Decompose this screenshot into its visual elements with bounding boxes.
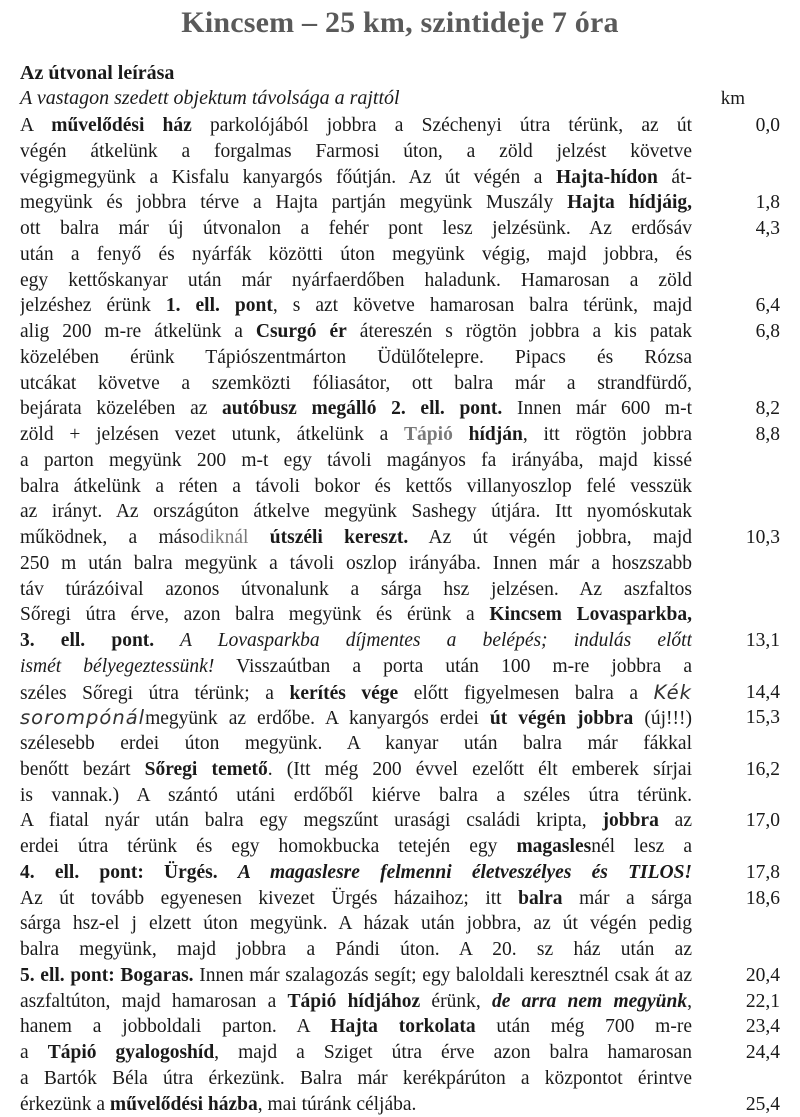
km-value: 17,0 [720,808,780,834]
text-segment: aszfaltúton, majd hamarosan a [20,991,288,1012]
text-line [20,551,780,577]
line-text [20,190,692,216]
text-line [20,345,780,371]
text-line [20,602,780,628]
line-text [20,422,692,448]
line-text [20,989,692,1015]
km-value: 23,4 [720,1014,780,1040]
text-segment: bejárata közelében az [20,398,222,419]
line-text [20,113,692,139]
text-segment: az [659,810,692,831]
text-segment: át- [658,167,692,188]
text-line [20,705,780,731]
line-text [20,602,692,628]
text-segment: a parton megyünk 200 m-t egy távoli magányos fa irányába, majd kissé [20,450,692,471]
line-text [20,705,692,732]
text-line [20,474,780,500]
line-text [20,139,692,165]
text-segment: , itt rögtön jobbra [523,424,692,445]
text-segment: megyünk és jobbra térve a Hajta partján megyünk Muszály [20,192,567,213]
text-line [20,808,780,834]
text-segment: Tápió hídjához [288,991,421,1012]
text-line [20,371,780,397]
text-segment: működnek, a máso [20,527,200,548]
line-text [20,783,692,809]
text-line [20,911,780,937]
text-line [20,783,780,809]
text-segment: a [20,1042,48,1063]
text-segment [248,527,269,548]
km-value: 0,0 [720,113,780,139]
line-text [20,911,692,937]
text-segment [218,862,238,883]
text-line [20,731,780,757]
line-text [20,731,692,757]
text-line [20,937,780,963]
text-segment: hídján [469,424,523,445]
text-line [20,1014,780,1040]
text-segment: érkezünk a [20,1094,110,1115]
text-segment: parkolójából jobbra a Széchenyi útra térünk, az út [192,115,692,136]
text-segment [453,424,469,445]
text-segment: balra megyünk, majd jobbra a Pándi úton. A 20. sz ház után az [20,939,692,960]
text-segment: Innen már 600 m-t [502,398,692,419]
text-segment: . (Itt még 200 évvel ezelőtt élt emberek sírjai [268,759,692,780]
text-line [20,319,780,345]
text-segment: útszéli kereszt. [270,527,408,548]
km-value: 4,3 [720,216,780,242]
text-line [20,577,780,603]
text-line [20,448,780,474]
km-value: 1,8 [720,190,780,216]
text-segment: széles Sőregi útra térünk; a [20,683,290,704]
text-segment: közelében érünk Tápiószentmárton Üdülőtelepre. Pipacs és Rózsa [20,347,692,368]
line-text [20,474,692,500]
text-line [20,242,780,268]
text-segment: Csurgó ér [256,321,347,342]
km-value: 24,4 [720,1040,780,1066]
line-text [20,654,692,680]
text-segment: diknál [200,527,249,548]
line-text [20,371,692,397]
line-text [20,268,692,294]
text-segment: autóbusz megálló 2. ell. pont. [222,398,502,419]
text-line [20,963,780,989]
text-segment: de arra nem megyünk [492,991,687,1012]
line-text [20,680,692,707]
km-value: 17,8 [720,860,780,886]
text-segment: Az út tovább egyenesen kivezet Ürgés házaihoz; itt [20,888,518,909]
text-line [20,628,780,654]
text-line [20,422,780,448]
text-segment: Az út végén jobbra, majd [408,527,692,548]
text-segment: A fiatal nyár után balra egy megszűnt urasági családi kripta, [20,810,602,831]
text-segment: Innen már szalagozás segít; egy baloldali keresztnél csak át az [194,965,692,986]
text-segment: 5. ell. pont: Bogaras. [20,965,194,986]
text-segment: benőtt bezárt [20,759,145,780]
text-segment: is vannak.) A szántó utáni erdőből kiérve balra a széles útra térünk. [20,785,692,806]
text-segment: balra átkelünk a réten a távoli bokor és kettős villanyoszlop felé vesszük [20,476,692,497]
text-segment: erdei útra térünk és egy homokbucka tetején egy [20,836,516,857]
line-text [20,242,692,268]
text-segment: ott balra már új útvonalon a fehér pont lesz jelzésünk. Az erdősáv [20,218,692,239]
text-segment: előtt figyelmesen balra a [398,683,653,704]
km-value: 6,4 [720,293,780,319]
text-segment: jobbra [602,810,658,831]
text-segment: balra [518,888,562,909]
text-line [20,989,780,1015]
text-line [20,499,780,525]
line-text [20,886,692,912]
km-value: 15,3 [720,705,780,731]
text-segment: 1. ell. pont [166,295,273,316]
text-segment: jelzéshez érünk [20,295,166,316]
text-line [20,834,780,860]
text-segment: Hajta hídjáig, [567,192,692,213]
line-text [20,551,692,577]
text-segment: után a fenyő és nyárfák közötti úton megyünk végig, majd jobbra, és [20,244,692,265]
text-line [20,216,780,242]
km-value: 14,4 [720,680,780,706]
line-text [20,1092,692,1117]
line-text [20,216,692,242]
text-segment: , s azt követve hamarosan balra térünk, majd [273,295,692,316]
line-text [20,860,692,886]
text-segment: az irányt. Az országúton átkelve megyünk Sashegy útjára. Itt nyomóskutak [20,501,692,522]
km-value: 20,4 [720,963,780,989]
text-segment: végén átkelünk a forgalmas Farmosi úton, a zöld jelzést követve [20,141,692,162]
text-line [20,139,780,165]
text-segment: átereszén s rögtön jobbra a kis patak [347,321,692,342]
text-segment: , majd a Sziget útra érve azon balra hamarosan [214,1042,692,1063]
text-line [20,113,780,139]
text-line [20,525,780,551]
text-line [20,1066,780,1092]
handwritten-note: sorompónál [20,706,145,729]
line-text [20,165,692,191]
line-text [20,525,692,551]
line-text [20,963,692,989]
text-segment: magasles [516,836,591,857]
km-column-header: km [721,88,745,110]
line-text [20,319,692,345]
text-segment: A [20,115,51,136]
text-line [20,757,780,783]
text-segment: végigmegyünk a Kisfalu kanyargós főútján. Az út végén a [20,167,556,188]
text-line [20,1092,780,1117]
line-text [20,937,692,963]
line-text [20,577,692,603]
text-segment: (új!!!) [633,708,692,729]
line-text [20,1066,692,1092]
text-segment: megyünk az erdőbe. A kanyargós erdei [145,708,490,729]
text-line [20,190,780,216]
text-segment: kerítés vége [290,683,399,704]
text-segment: 250 m után balra megyünk a távoli oszlop irányába. Innen már a hoszszabb [20,553,692,574]
km-value: 16,2 [720,757,780,783]
line-text [20,499,692,525]
text-segment: művelődési házba [110,1094,258,1115]
text-segment: zöld + jelzésen vezet utunk, átkelünk a [20,424,404,445]
text-segment: szélesebb erdei úton megyünk. A kanyar után balra már fákkal [20,733,692,754]
km-value: 18,6 [720,886,780,912]
text-segment: Sőregi útra érve, azon balra megyünk és érünk a [20,604,489,625]
line-text [20,1014,692,1040]
km-value: 8,8 [720,422,780,448]
line-text [20,448,692,474]
line-text [20,396,692,422]
text-segment: ismét bélyegeztessünk! [20,656,214,677]
text-segment: sárga hsz-el j elzett úton megyünk. A házak után jobbra, az út végén pedig [20,913,692,934]
line-text [20,757,692,783]
text-line [20,680,780,706]
text-line [20,396,780,422]
km-value: 6,8 [720,319,780,345]
text-line [20,860,780,886]
text-line [20,165,780,191]
text-segment: érünk, [420,991,492,1012]
text-segment: már a sárga [563,888,692,909]
text-segment: táv túrázóival azonos útvonalunk a sárga hsz jelzésen. Az aszfaltos [20,579,692,600]
text-segment: A magaslesre felmenni életveszélyes és TILOS! [238,862,692,883]
km-value: 25,4 [720,1092,780,1117]
text-segment: 4. ell. pont: Ürgés. [20,862,218,883]
text-segment: Visszaútban a porta után 100 m-re jobbra a [214,656,692,677]
line-text [20,345,692,371]
text-segment: , [687,991,692,1012]
text-segment: Tápió [404,424,453,445]
text-segment: Tápió gyalogoshíd [48,1042,214,1063]
text-segment: , mai túránk céljába. [258,1094,417,1115]
km-value: 10,3 [720,525,780,551]
text-segment: Hajta-hídon [556,167,658,188]
text-segment: Hajta torkolata [330,1016,475,1037]
text-segment: A Lovasparkba díjmentes a belépés; indulás előtt [154,630,692,651]
text-line [20,1040,780,1066]
text-segment: nél lesz a [591,836,692,857]
text-segment: hanem a jobboldali parton. A [20,1016,330,1037]
text-line [20,654,780,680]
text-segment: Kincsem Lovasparkba, [489,604,692,625]
section-heading: Az útvonal leírása [20,62,174,85]
km-value: 8,2 [720,396,780,422]
km-value: 13,1 [720,628,780,654]
km-value: 22,1 [720,989,780,1015]
text-segment: a Bartók Béla útra érkezünk. Balra már kerékpárúton a központot érintve [20,1068,692,1089]
text-line [20,886,780,912]
text-line [20,268,780,294]
section-subheading: A vastagon szedett objektum távolsága a rajttól [20,87,400,110]
text-segment: 3. ell. pont. [20,630,154,651]
text-segment: utcákat követve a szemközti fóliasátor, ott balra már a strandfürdő, [20,373,692,394]
text-segment: művelődési ház [51,115,192,136]
line-text [20,1040,692,1066]
text-segment: út végén jobbra [490,708,633,729]
text-segment: után még 700 m-re [476,1016,692,1037]
route-description [20,113,780,1117]
line-text [20,808,692,834]
page-title: Kincsem – 25 km, szintideje 7 óra [0,6,800,40]
text-segment: alig 200 m-re átkelünk a [20,321,256,342]
line-text [20,293,692,319]
handwritten-note: Kék [654,681,692,704]
text-segment: Sőregi temető [145,759,268,780]
text-line [20,293,780,319]
line-text [20,834,692,860]
line-text [20,628,692,654]
text-segment: egy kettőskanyar után már nyárfaerdőben haladunk. Hamarosan a zöld [20,270,692,291]
